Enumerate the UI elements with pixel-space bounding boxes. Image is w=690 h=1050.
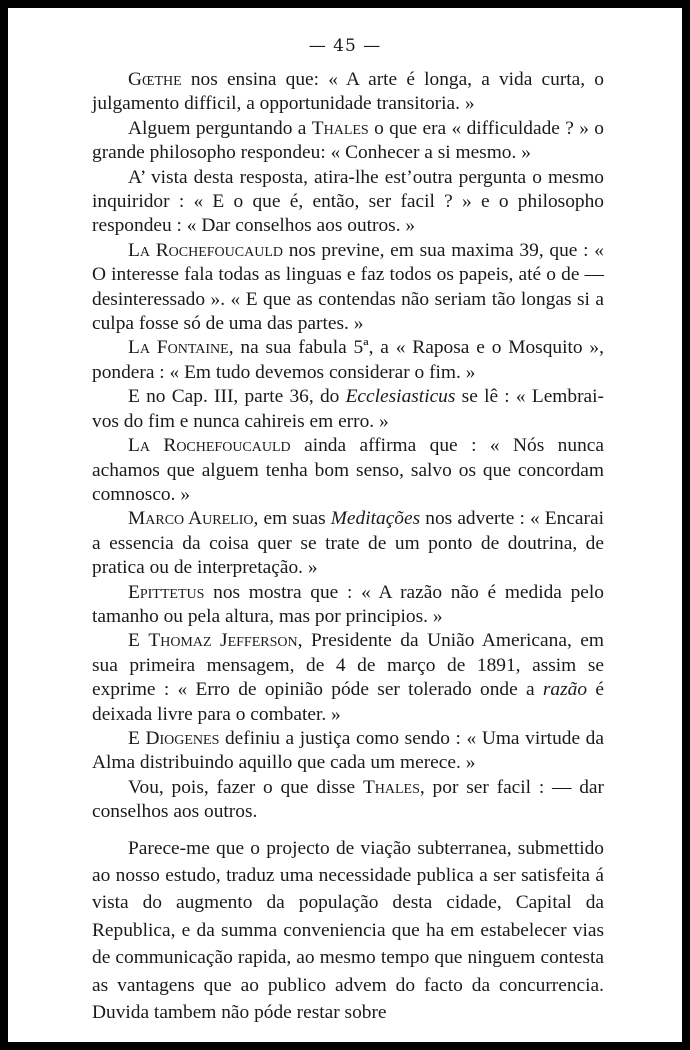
paragraph xyxy=(92,166,604,239)
paragraph xyxy=(92,68,604,117)
paragraph xyxy=(92,434,604,507)
book-title: Meditações xyxy=(330,508,421,530)
emphasis: razão xyxy=(542,679,588,701)
paragraph xyxy=(92,385,604,434)
author-name: Marco Aurelio xyxy=(128,508,254,530)
paragraph xyxy=(92,727,604,776)
text-run: Vou, pois, fazer o que disse xyxy=(128,776,363,798)
text-run: , em suas xyxy=(253,508,331,530)
text-run: Alguem perguntando a xyxy=(128,117,312,139)
text-run: , por ser facil : — dar conselhos aos outros. xyxy=(92,776,604,823)
page-number: — 45 — xyxy=(308,36,382,56)
text-run: ainda affirma que : « Nós nunca achamos que alguem tenha bom senso, salvo os que concordam comnosco. » xyxy=(92,435,604,505)
paragraph xyxy=(92,336,604,385)
body-text xyxy=(92,68,604,1026)
book-page xyxy=(8,8,682,1042)
paragraph xyxy=(92,776,604,825)
book-title: Ecclesiasticus xyxy=(345,386,456,408)
text-run: definiu a justiça como sendo : « Uma virtude da Alma distribuindo aquillo que cada um merece. » xyxy=(92,727,604,774)
author-name: La Fontaine xyxy=(128,337,229,359)
text-run: nos ensina que: « A arte é longa, a vida curta, o julgamento difficil, a opportunidade transitoria. » xyxy=(92,69,604,115)
text-run: E xyxy=(128,727,146,749)
author-name: Gœthe xyxy=(128,69,182,90)
author-name: Thales xyxy=(362,776,420,798)
text-run: Parece-me que o projecto de viação subterranea, submettido ao nosso estudo, traduz uma necessidade publica a ser satisfeita á vista do augmento da população desta cidade, Capital da Republica, e da summa conveniencia que ha em estabelecer vias de communicação rapida, ao mesmo tempo que ninguem contesta as vantagens que ao publico advem do facto da concurrencia. Duvida tambem não póde restar sobre xyxy=(92,837,604,1024)
paragraph xyxy=(92,629,604,727)
author-name: Epittetus xyxy=(128,581,205,603)
text-run: nos mostra que : « A razão não é medida pelo tamanho ou pela altura, mas por principios. » xyxy=(92,581,604,627)
paragraph xyxy=(92,117,604,166)
text-run: o que era « difficuldade ? » o grande philosopho respondeu: « Conhecer a si mesmo. » xyxy=(92,117,604,164)
text-run: , na sua fabula 5ª, a « Raposa e o Mosquito », pondera : « Em tudo devemos considerar o fim. » xyxy=(92,337,604,383)
paragraph xyxy=(92,507,604,580)
author-name: La Rochefoucauld xyxy=(128,435,291,457)
text-run: A’ vista desta resposta, atira-lhe est’outra pergunta o mesmo inquiridor : « E o que é, então, ser facil ? » e o philosopho respondeu : « Dar conselhos aos outros. » xyxy=(92,166,604,237)
paragraph xyxy=(92,239,604,337)
paragraph xyxy=(92,835,604,1027)
author-name: La Rochefoucauld xyxy=(128,239,283,261)
text-run: nos adverte : « Encarai a essencia da coisa quer se trate de um ponto de doutrina, de pratica ou de interpretação. » xyxy=(92,508,604,579)
author-name: Thales xyxy=(311,117,369,139)
text-run: nos previne, em sua maxima 39, que : « O interesse fala todas as linguas e faz todos os papeis, até o de — desinteressado ». « E que as contendas não seriam tão longas si a culpa fosse só de uma das partes. » xyxy=(92,239,604,335)
text-run: se lê : « Lembrai-vos do fim e nunca cahireis em erro. » xyxy=(92,386,604,432)
text-run: é deixada livre para o combater. » xyxy=(92,679,604,725)
paragraph xyxy=(92,581,604,630)
text-run: E xyxy=(128,630,149,652)
text-run: , Presidente da União Americana, em sua primeira mensagem, de 4 de março de 1891, assim se exprime : « Erro de opinião póde ser tolerado onde a xyxy=(92,630,604,701)
author-name: Thomaz Jefferson xyxy=(148,630,298,652)
author-name: Diogenes xyxy=(145,727,220,749)
text-run: E no Cap. III, parte 36, do xyxy=(128,386,346,408)
